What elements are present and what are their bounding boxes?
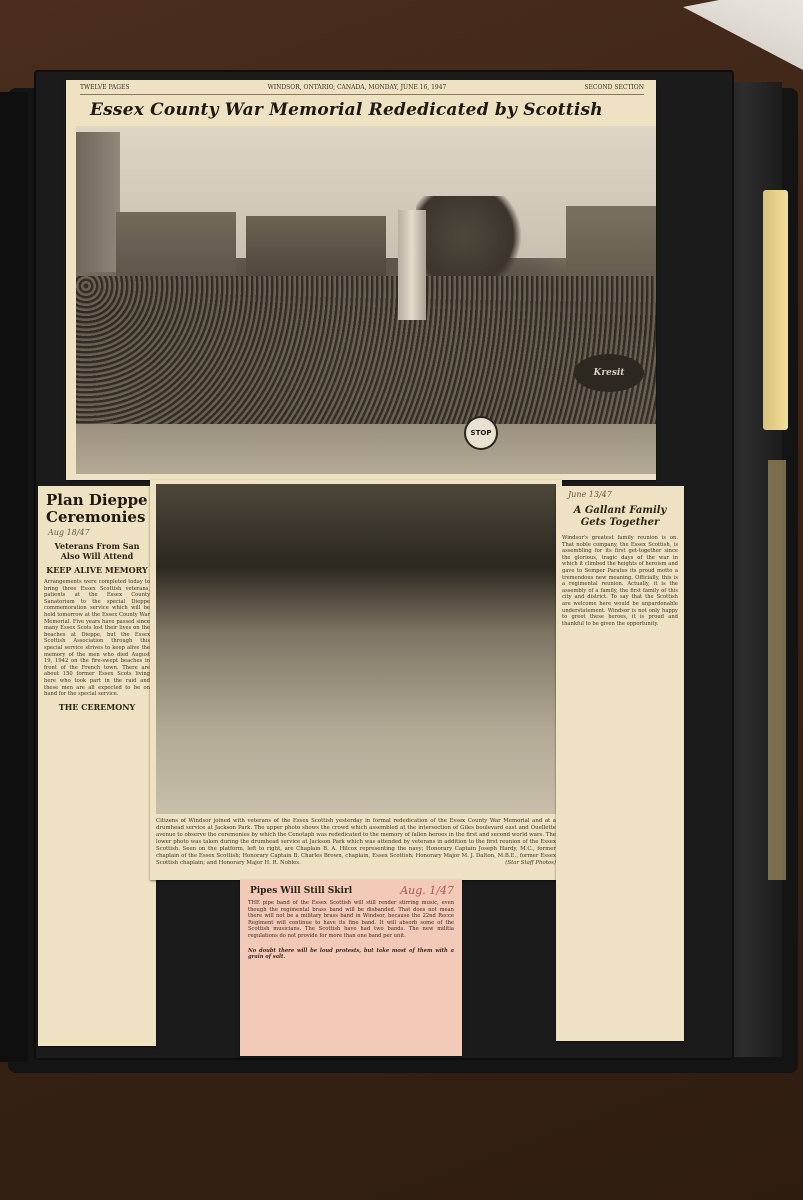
gallant-family-clipping [556, 486, 684, 1041]
dieppe-body: Arrangements were completed today to bring three Essex Scottish veterans, patients at the Essex County Sanatorium to the special Dieppe commemoration service which will be held tomorrow at the Essex County War Memorial. Five years have passed since many Essex Scots lost their lives on the beaches at Dieppe, but the Essex Scottish Association through this special service strives to keep alive the memory of the men who died August 19, 1942 on the fire-swept beaches in front of the French town. There are about 150 former Essex Scots living here who took part in the raid and these men are all expected to be on hand for the special service. [44, 579, 150, 698]
headline: Essex County War Memorial Rededicated by Scottish [90, 100, 603, 120]
page-tab-strip-lower [768, 460, 786, 880]
masthead-pages: TWELVE PAGES [80, 84, 130, 91]
drumhead-caption [156, 818, 556, 867]
pipes-title: Pipes Will Still Skirl [250, 886, 353, 896]
photo-crowd [76, 276, 656, 426]
album-spine [0, 92, 28, 1062]
page-tab-strip [763, 190, 788, 430]
piper-figure [306, 594, 362, 794]
dieppe-section-2: THE CEREMONY [58, 701, 136, 712]
memorial-clipping [66, 80, 656, 480]
advertising-sign: Kresit [574, 354, 644, 392]
photo-building-left [116, 212, 236, 282]
photo-trees [416, 196, 536, 276]
gallant-body: Windsor's greatest family reunion is on. That noble company, the Essex Scottish, is assembling for its first get-together since the glorious, tragic days of the war in which it climbed the heights of heroism and gave to Semper Paratus its proud motto a tremendous new meaning. Officially, this is a regimental reunion. Actually, it is the assembly of a family, the first family of this city and district. To say that the Scottish are welcome here would be unpardonable understatement. Windsor is not only happy to greet these heroes, it is proud and thankful to be given the opportunity. [562, 535, 678, 627]
pipes-body: THE pipe band of the Essex Scottish will still render stirring music, even though the regimental brass band will be disbanded. That does not mean there will not be a military brass band in Windsor, because the 22nd Recce Regiment will continue to have its fine band. It will absorb some of the Scottish musicians. The Scottish have had two bands. The new militia regulations do not provide for more than one band per unit. [248, 900, 454, 939]
dieppe-handwritten-date: Aug 18/47 [48, 528, 90, 537]
masthead-section: SECOND SECTION [584, 84, 644, 91]
photo-tower [76, 132, 120, 272]
photo-building-center [246, 216, 386, 276]
dieppe-title: Plan Dieppe Ceremonies [46, 491, 148, 526]
gallant-heading: A Gallant Family Gets Together [573, 505, 667, 528]
caption-text: Citizens of Windsor joined with veterans of the Essex Scottish yesterday in formal rededication of the Essex County War Memorial and at a drumhead service at Jackson Park. The upper photo shows the crowd which assembled at the intersection of Giles boulevard east and Ouellette avenue to observe the ceremonies by which the Cenotaph was rededicated to the memory of fallen heroes in the first and second world wars. The lower photo was taken during the drumhead service at Jackson Park which was attended by veterans in addition to the first reunion of the Essex Scottish. Seen on the platform, left to right, are Chaplain B. A. Hilcox representing the navy; Honorary Captain Joseph Hardy, M.C., former chaplain of the Essex Scottish; Honorary Captain B. Charles Brown, chaplain, Essex Scottish; Honorary Major M. J. Dalton, M.B.E., former Essex Scottish chaplain; and Honorary Major H. R. Nobles. [156, 818, 556, 866]
piper-figure [164, 554, 220, 754]
masthead-dateline: WINDSOR, ONTARIO, CANADA, MONDAY, JUNE 16, 1947 [267, 84, 447, 91]
piper-figure [446, 584, 502, 784]
crowd-photo [76, 126, 656, 474]
pipes-handwritten-date: Aug. 1/47 [400, 884, 454, 897]
dieppe-subhead: Veterans From San Also Will Attend [54, 541, 140, 561]
pipes-closing: No doubt there will be loud protests, but take most of them with a grain of salt. [248, 947, 454, 961]
photo-cenotaph [398, 210, 426, 320]
pipes-clipping [240, 880, 462, 1056]
masthead-line [80, 84, 644, 95]
gallant-handwritten-date: June 13/47 [568, 490, 612, 499]
drumhead-clipping [150, 480, 562, 880]
dieppe-section-1: KEEP ALIVE MEMORY [46, 565, 148, 575]
drumhead-photo [156, 484, 556, 814]
photo-street [76, 424, 656, 474]
stop-sign: STOP [464, 416, 498, 450]
dieppe-clipping [38, 486, 156, 1046]
piper-figure [506, 564, 556, 764]
photo-credit: (Star Staff Photos) [505, 860, 556, 866]
